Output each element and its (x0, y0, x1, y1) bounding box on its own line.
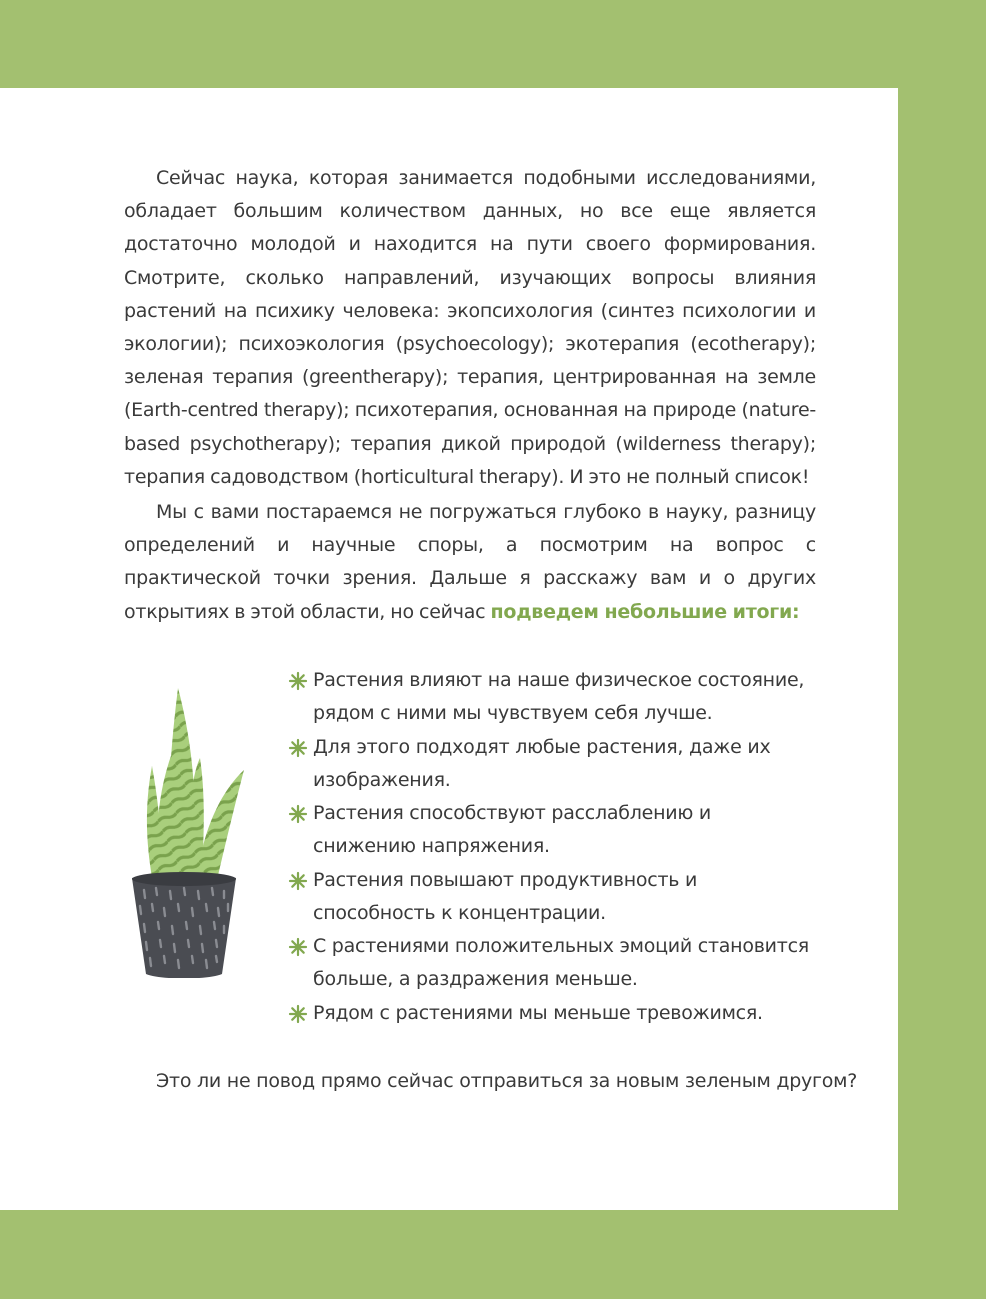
paragraph-intro: Сейчас наука, которая занимается подобными исследованиями, обладает большим количеством данных, но все еще является достаточно молодой и находится на пути своего формирования. Смотрите, сколько направлений, изучающих вопросы влияния растений на психику человека: экопсихология (синтез психологии и экологии); психоэкология (psychoecology); экотерапия (ecotherapy); зеленая терапия (greentherapy); терапия, центрированная на земле (Earth-centred therapy); психотерапия, основанная на природе (nature-based psychotherapy); терапия дикой природой (wilderness therapy); терапия садоводством (horticultural therapy). И это не полный список! (124, 167, 816, 488)
paragraph-summary-lead (124, 496, 816, 629)
summary-list (288, 664, 818, 1030)
asterisk-bullet-icon (288, 1004, 308, 1024)
list-item-text: Для этого подходят любые растения, даже их изображения. (313, 735, 771, 791)
list-item (288, 997, 818, 1030)
asterisk-bullet-icon (288, 937, 308, 957)
paragraph-summary-text: Мы с вами постараемся не погружаться глубоко в науку, разницу определений и научные споры, а посмотрим на вопрос с практической точки зрения. Дальше я расскажу вам и о других открытиях в этой области, но сейчас (124, 501, 816, 623)
list-item-text: Растения способствуют расслаблению и снижению напряжения. (313, 802, 711, 857)
list-item-text: С растениями положительных эмоций становится больше, а раздражения меньше. (313, 935, 809, 990)
list-item (288, 731, 818, 797)
list-item-text: Растения повышают продуктивность и способность к концентрации. (313, 868, 698, 924)
list-item (288, 930, 818, 996)
list-item (288, 664, 818, 730)
asterisk-bullet-icon (288, 671, 308, 691)
summary-accent-text: подведем небольшие итоги: (490, 600, 800, 623)
page (0, 88, 898, 1210)
asterisk-bullet-icon (288, 738, 308, 758)
list-item-text: Рядом с растениями мы меньше тревожимся. (313, 1001, 763, 1024)
closing-question: Это ли не повод прямо сейчас отправиться за новым зеленым другом? (156, 1070, 858, 1092)
snake-plant-icon (118, 688, 248, 978)
list-item-text: Растения влияют на наше физическое состояние, рядом с ними мы чувствуем себя лучше. (313, 669, 805, 724)
asterisk-bullet-icon (288, 871, 308, 891)
list-item (288, 864, 818, 930)
list-item (288, 797, 818, 863)
asterisk-bullet-icon (288, 804, 308, 824)
